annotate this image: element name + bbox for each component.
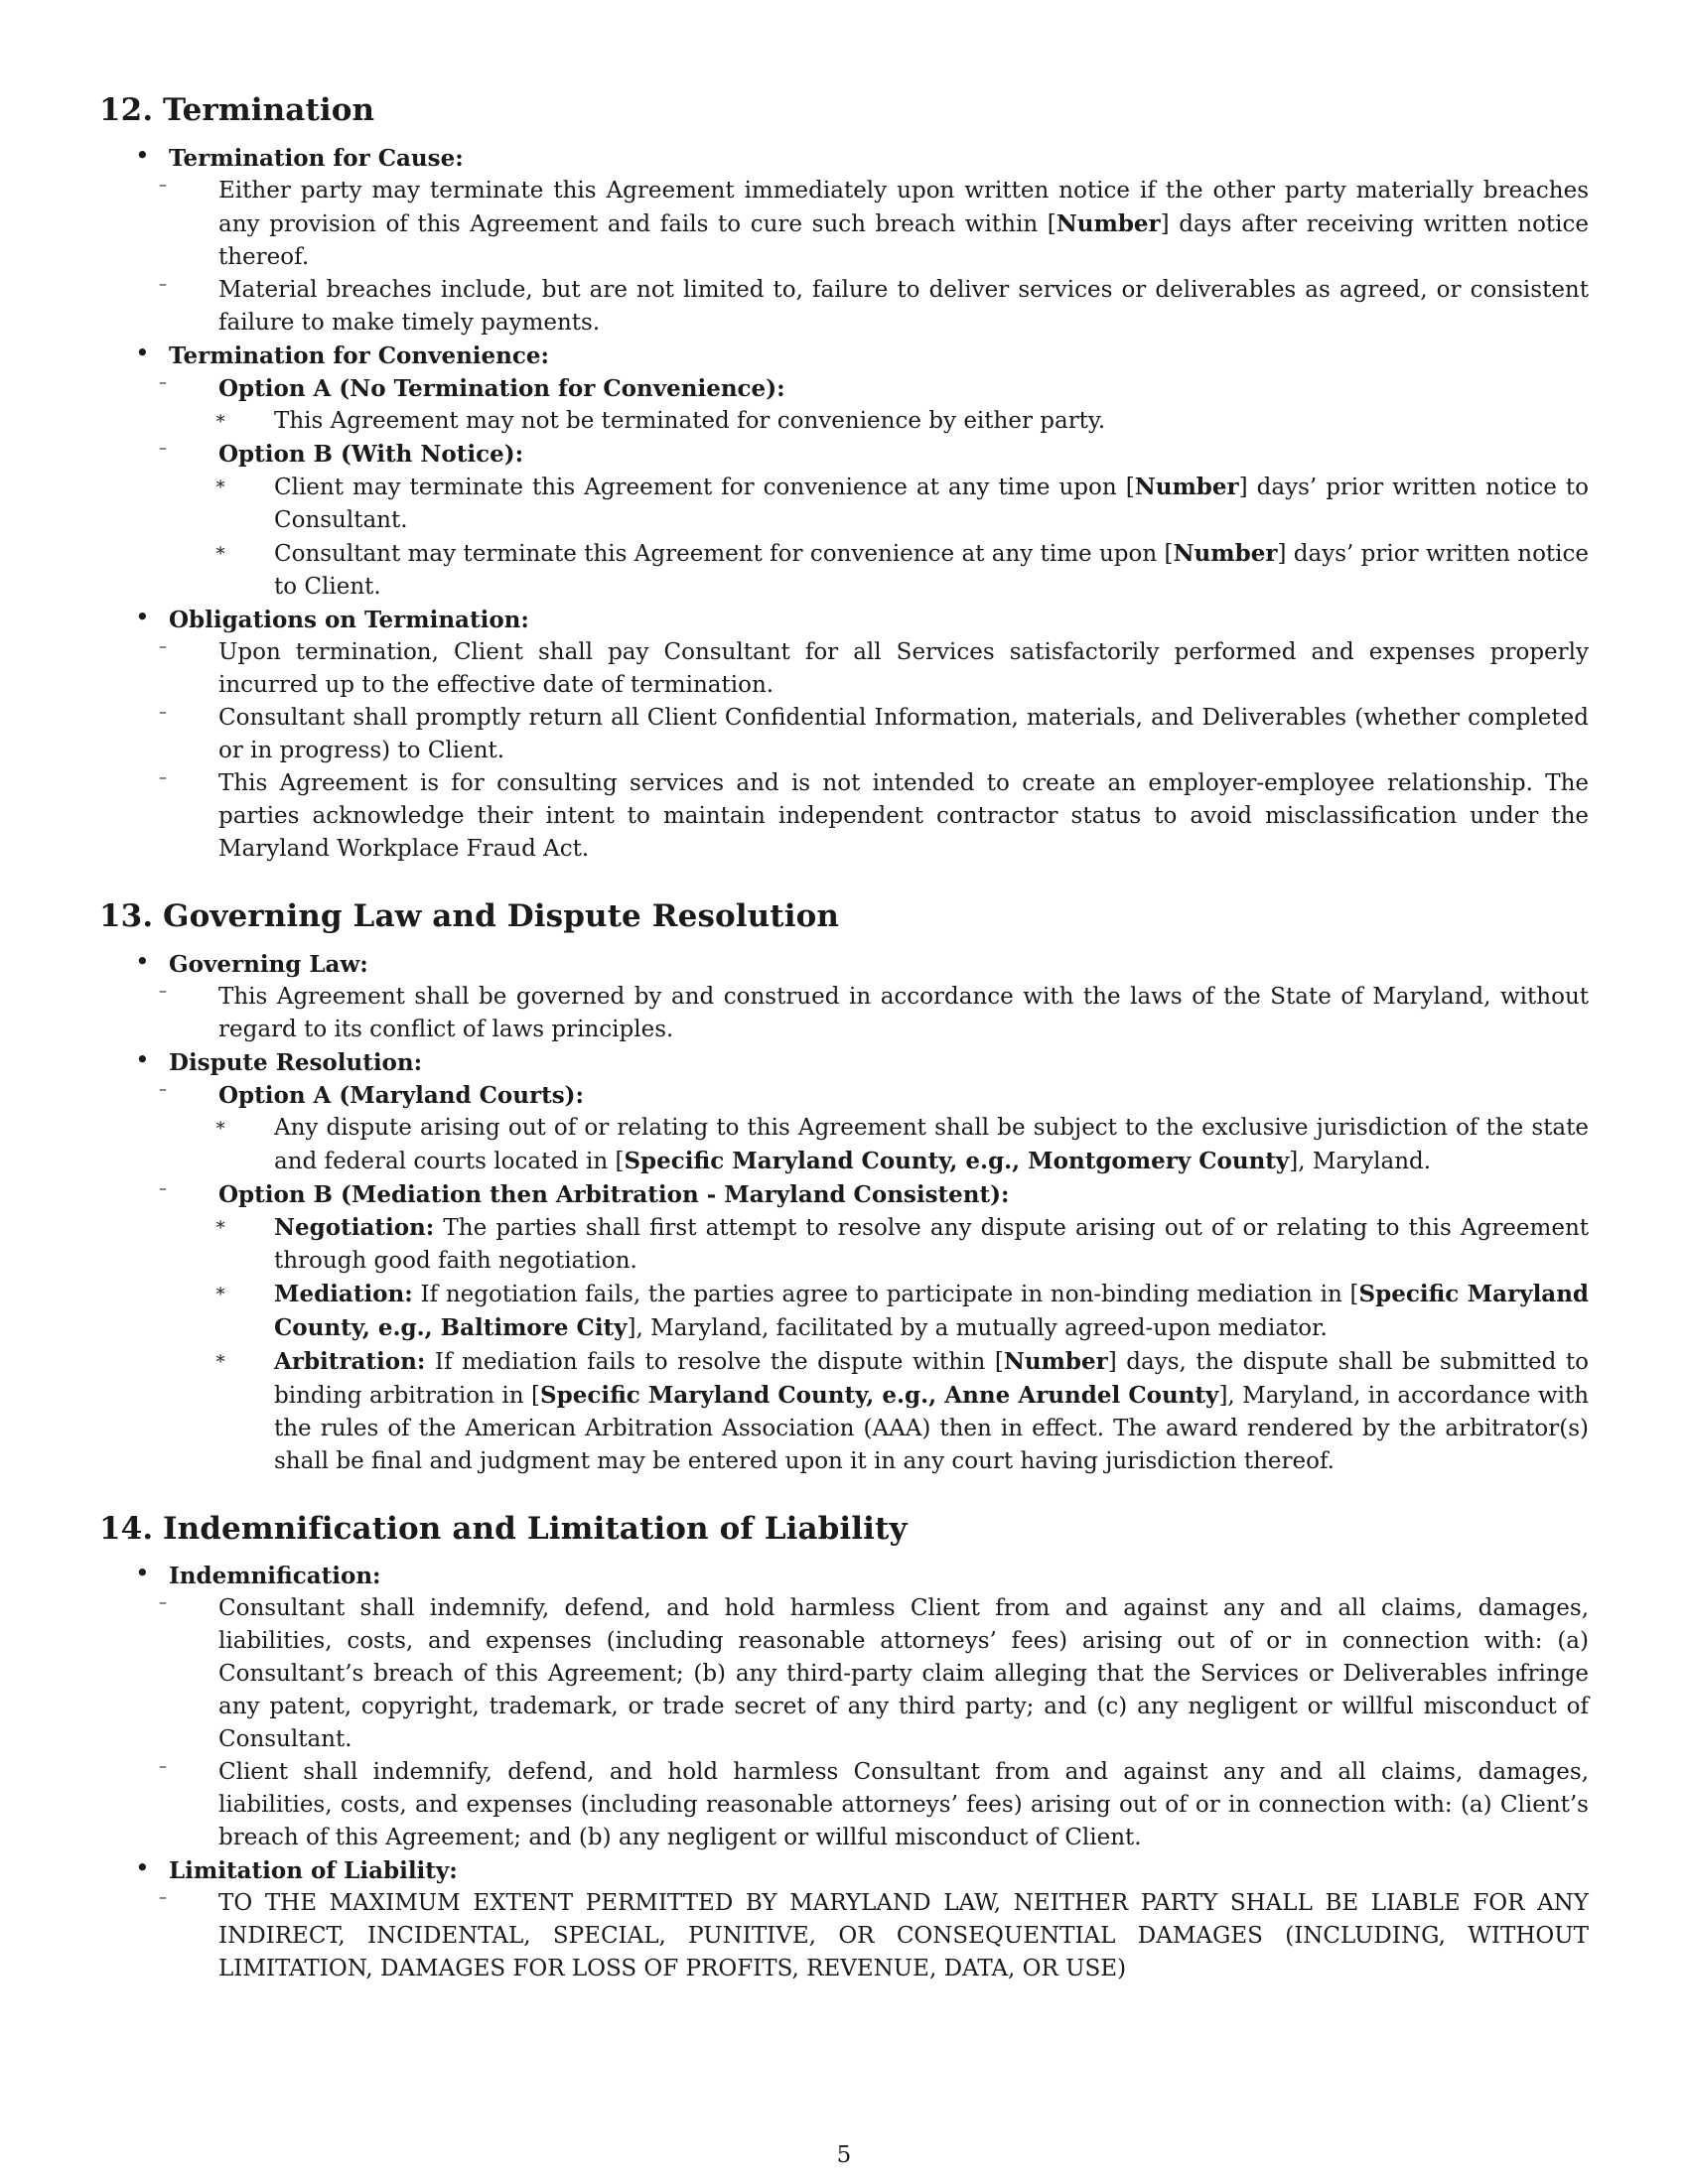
list-item: – Option A (No Termination for Convenience): ∗ This Agreement may not be terminated for convenience by either party.: [159, 372, 1589, 438]
list-item: – TO THE MAXIMUM EXTENT PERMITTED BY MARYLAND LAW, NEITHER PARTY SHALL BE LIABLE FOR ANY INDIRECT, INCIDENTAL, SPECIAL, PUNITIVE, OR CONSEQUENTIAL DAMAGES (INCLUDING, WITHOUT LIMITATION, DAMAGES FOR LOSS OF PROFITS, REVENUE, DATA, OR USE): [159, 1887, 1589, 1982]
dash-icon: –: [159, 273, 167, 293]
dash-icon: –: [159, 1592, 167, 1612]
dash-icon: –: [159, 174, 167, 194]
document-page: [99, 91, 1589, 2017]
bullet-icon: •: [135, 140, 150, 170]
list-item: – Consultant shall promptly return all Client Confidential Information, materials, and Deliverables (whether completed or in progress) to Client.: [159, 701, 1589, 763]
asterisk-icon: ∗: [214, 1114, 227, 1136]
asterisk-icon: ∗: [214, 407, 227, 429]
list-item: ∗ Any dispute arising out of or relating to this Agreement shall be subject to the exclusive jurisdiction of the state and federal courts located in [Specific Maryland County, e.g., Montgomery County], Maryland.: [214, 1114, 1589, 1174]
list-item: • Governing Law: – This Agreement shall be governed by and construed in accordance with the laws of the State of Maryland, without regard to its conflict of laws principles.: [99, 948, 1589, 1046]
list-item: – Client shall indemnify, defend, and hold harmless Consultant from and against any and all claims, damages, liabilities, costs, and expenses (including reasonable attorneys’ fees) arising out of or in connection with: (a) Client’s breach of this Agreement; and (b) any negligent or willful misconduct of Client.: [159, 1756, 1589, 1851]
bullet-icon: •: [135, 1044, 150, 1074]
list-item: ∗ Client may terminate this Agreement for convenience at any time upon [Number] days’ prior written notice to Consultant.: [214, 473, 1589, 533]
list-item: ∗ Arbitration: If mediation fails to resolve the dispute within [Number] days, the dispute shall be submitted to binding arbitration in [Specific Maryland County, e.g., Anne Arundel County], Maryland, in accordance with the rules of the American Arbitration Association (AAA) then in effect. The award rendered by the arbitrator(s) shall be final and judgment may be entered upon it in any court having jurisdiction thereof.: [214, 1347, 1590, 1474]
asterisk-icon: ∗: [214, 539, 227, 561]
bullet-icon: •: [135, 338, 150, 367]
list-item: ∗ Consultant may terminate this Agreement for convenience at any time upon [Number] days’ prior written notice to Client.: [214, 539, 1590, 600]
item-heading: Termination for Convenience:: [169, 341, 550, 369]
section-title: 13. Governing Law and Dispute Resolution: [99, 897, 839, 934]
list-item: ∗ Negotiation: The parties shall first attempt to resolve any dispute arising out of or relating to this Agreement through good faith negotiation.: [214, 1213, 1590, 1274]
list-item: [99, 340, 1589, 604]
item-heading: Termination for Cause:: [169, 144, 464, 172]
section-indemnification: [99, 1510, 1589, 1986]
bullet-icon: •: [135, 1853, 150, 1883]
section-title: 14. Indemnification and Limitation of Liability: [99, 1510, 908, 1547]
list-item: [99, 142, 1589, 340]
dash-icon: –: [159, 1887, 167, 1907]
bullet-list: [99, 142, 1589, 866]
list-item: – Option A (Maryland Courts): ∗ Any dispute arising out of or relating to this Agreement shall be subject to the exclusive jurisdiction of the state and federal courts located in [Specific Maryland County, e.g., Montgomery County], Maryland.: [159, 1079, 1589, 1178]
page-number: 5: [836, 2142, 852, 2168]
list-item: – This Agreement shall be governed by and construed in accordance with the laws of the State of Maryland, without regard to its conflict of laws principles.: [159, 980, 1589, 1042]
list-item: [99, 604, 1589, 866]
dash-icon: –: [159, 635, 167, 655]
dash-icon: –: [159, 1177, 167, 1197]
dash-icon: –: [159, 1756, 167, 1776]
list-item: ∗ Mediation: If negotiation fails, the parties agree to participate in non-binding mediation in [Specific Maryland County, e.g., Baltimore City], Maryland, facilitated by a mutually agreed-upon mediator.: [214, 1280, 1590, 1341]
bullet-icon: •: [135, 946, 150, 976]
asterisk-icon: ∗: [214, 1347, 227, 1369]
dash-icon: –: [159, 437, 167, 457]
dash-icon: –: [159, 701, 167, 721]
asterisk-icon: ∗: [214, 1213, 227, 1235]
list-item: – Option B (Mediation then Arbitration - Maryland Consistent): ∗ Negotiation: The parties shall first attempt to resolve any dispute arising out of or relating to this Agreement through good faith negotiation. ∗ Mediation: If negotiation fails, the parties agree to participate in non-binding mediation in [Specific Maryland County, e.g., Baltimore City], Maryland, facilitated by a mutually agreed-upon mediator. ∗ Arbitration: If mediation fails to resolve the dispute within [Number] days, the dispute shall be submitted to binding arbitration in [Specific Maryland County, e.g., Anne Arundel County], Maryland, in accordance with the rules of the American Arbitration Association (AAA) then in effect. The award rendered by the arbitrator(s) shall be final and judgment may be entered upon it in any court having jurisdiction thereof.: [159, 1178, 1589, 1478]
section-governing-law: [99, 897, 1589, 1478]
list-item: – Consultant shall indemnify, defend, and hold harmless Client from and against any and all claims, damages, liabilities, costs, and expenses (including reasonable attorneys’ fees) arising out of or in connection with: (a) Consultant’s breach of this Agreement; (b) any third-party claim alleging that the Services or Deliverables infringe any patent, copyright, trademark, or trade secret of any third party; and (c) any negligent or willful misconduct of Consultant.: [159, 1592, 1589, 1753]
section-title: 12. Termination: [99, 92, 375, 128]
asterisk-icon: ∗: [214, 473, 227, 494]
list-item: – Either party may terminate this Agreement immediately upon written notice if the other party materially breaches any provision of this Agreement and fails to cure such breach within [Number] days after receiving written notice thereof.: [159, 174, 1590, 270]
section-termination: [99, 91, 1589, 866]
list-item: – Material breaches include, but are not limited to, failure to deliver services or deliverables as agreed, or consistent failure to make timely payments.: [159, 273, 1589, 336]
list-item: ∗ This Agreement may not be terminated for convenience by either party.: [214, 407, 1106, 434]
item-heading: Obligations on Termination:: [169, 606, 529, 633]
dash-icon: –: [159, 371, 167, 391]
list-item: – Option B (With Notice): ∗ Client may terminate this Agreement for convenience at any time upon [Number] days’ prior written notice to Consultant. ∗ Consultant may terminate this Agreement for convenience at any time upon [Number] days’ prior written notice to Client.: [159, 438, 1589, 604]
list-item: – This Agreement is for consulting services and is not intended to create an employer-employee relationship. The parties acknowledge their intent to maintain independent contractor status to avoid misclassification under the Maryland Workplace Fraud Act.: [159, 766, 1589, 862]
list-item: – Upon termination, Client shall pay Consultant for all Services satisfactorily performed and expenses properly incurred up to the effective date of termination.: [159, 635, 1589, 698]
list-item: • Indemnification: – Consultant shall indemnify, defend, and hold harmless Client from and against any and all claims, damages, liabilities, costs, and expenses (including reasonable attorneys’ fees) arising out of or in connection with: (a) Consultant’s breach of this Agreement; (b) any third-party claim alleging that the Services or Deliverables infringe any patent, copyright, trademark, or trade secret of any third party; and (c) any negligent or willful misconduct of Consultant. – Client shall indemnify, defend, and hold harmless Consultant from and against any and all claims, damages, liabilities, costs, and expenses (including reasonable attorneys’ fees) arising out of or in connection with: (a) Client’s breach of this Agreement; and (b) any negligent or willful misconduct of Client.: [99, 1560, 1589, 1854]
list-item: • Dispute Resolution: – Option A (Maryland Courts): ∗ Any dispute arising out of or relating to this Agreement shall be subject to the exclusive jurisdiction of the state and federal courts located in [Specific Maryland County, e.g., Montgomery County], Maryland. – Option B (Mediation then Arbitration - Maryland Consistent): ∗ Negotiation: The parties shall first attempt to resolve any dispute arising out of or relating to this Agreement through good faith negotiation. ∗ Mediation: If negotiation fails, the parties agree to participate in non-binding mediation in [Specific Maryland County, e.g., Baltimore City], Maryland, facilitated by a mutually agreed-upon mediator. ∗ Arbitration: If mediation fails to resolve the dispute within [Number] days, the dispute shall be submitted to binding arbitration in [Specific Maryland County, e.g., Anne Arundel County], Maryland, in accordance with the rules of the American Arbitration Association (AAA) then in effect. The award rendered by the arbitrator(s) shall be final and judgment may be entered upon it in any court having jurisdiction thereof.: [99, 1046, 1589, 1478]
list-item: • Limitation of Liability: – TO THE MAXIMUM EXTENT PERMITTED BY MARYLAND LAW, NEITHER PARTY SHALL BE LIABLE FOR ANY INDIRECT, INCIDENTAL, SPECIAL, PUNITIVE, OR CONSEQUENTIAL DAMAGES (INCLUDING, WITHOUT LIMITATION, DAMAGES FOR LOSS OF PROFITS, REVENUE, DATA, OR USE): [99, 1854, 1589, 1985]
dash-icon: –: [159, 980, 167, 1000]
dash-icon: –: [159, 766, 167, 786]
asterisk-icon: ∗: [214, 1280, 227, 1301]
bullet-icon: •: [135, 1559, 150, 1588]
dash-icon: –: [159, 1078, 167, 1098]
bullet-icon: •: [135, 602, 150, 631]
